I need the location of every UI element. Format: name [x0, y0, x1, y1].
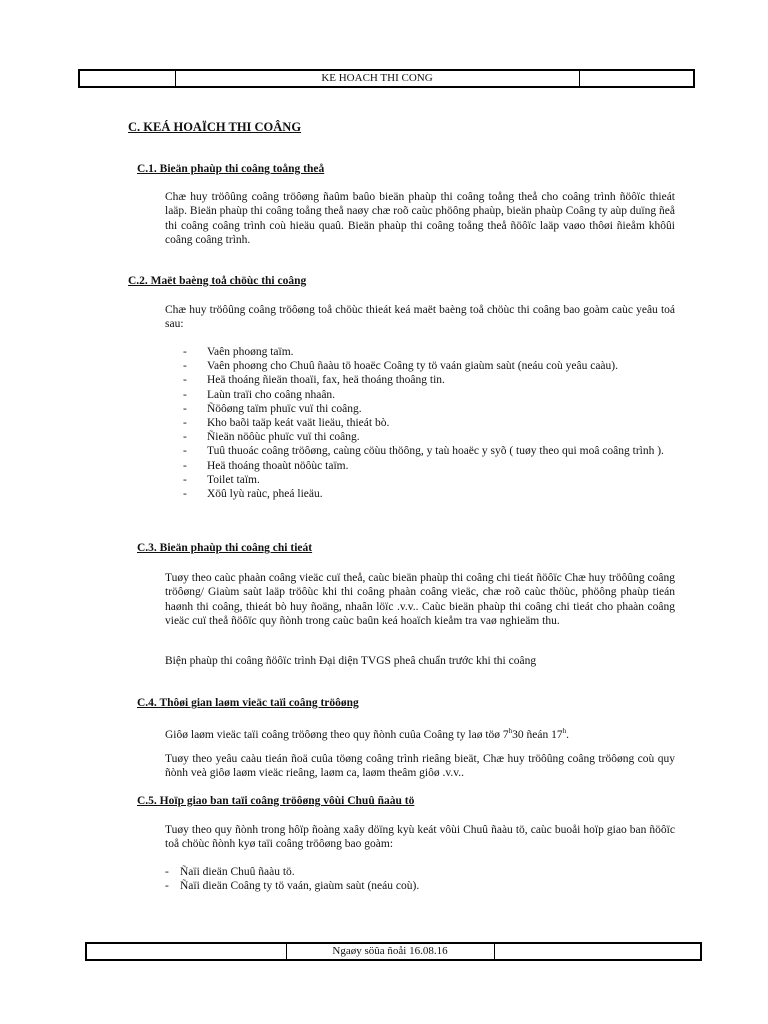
- header-left-cell: [79, 70, 175, 87]
- c3-paragraph: Tuøy theo caùc phaàn coâng vieäc cuï theå, caùc bieän phaùp thi coâng chi tieát ñöôïc Chæ huy tröôûng coâng tröôøng/ Giaùm saùt laäp tröôùc khi thi coâng phaàn coâng vieäc, chæ roõ caùc thöùc, phöông phaùp tieán haønh thi coâng, thieát bò huy ñoäng, nhaân löïc .v.v.. Caùc bieän phaùp thi coâng chi tieát cho phaàn coâng vieäc cuï theå ñöôïc quy ñònh trong caùc baûn keá hoaïch kieåm tra vaø nghieäm thu.: [165, 572, 675, 628]
- footer-revision-date: Ngaøy söûa ñoåi 16.08.16: [286, 943, 494, 960]
- list-item: - Tuû thuoác coâng tröôøng, caùng cöùu thöông, y taù hoaëc y syõ ( tuøy theo qui moâ coâng trình ).: [183, 445, 664, 458]
- list-item: - Heä thoáng ñieän thoaïi, fax, heä thoáng thoâng tin.: [183, 374, 445, 387]
- c2-list: [183, 345, 676, 501]
- header-title: KE HOACH THI CONG: [175, 70, 579, 87]
- list-item: - Vaên phoøng cho Chuû ñaàu tö hoaëc Coâng ty tö vaán giaùm saùt (neáu coù yeâu caàu).: [183, 360, 618, 373]
- list-item: - Ñieän nöôùc phuïc vuï thi coâng.: [183, 431, 360, 444]
- c1-paragraph: Chæ huy tröôûng coâng tröôøng ñaûm baûo bieän phaùp thi coâng toång theå cho coâng trình ñöôïc thieát laäp. Bieän phaùp thi coâng toång theå naøy chæ roõ caùc phöông phaùp, bieän phaùp Coâng ty aùp duïng ñeå thi coâng coâng trình coù hieäu quaû. Bieän phaùp thi coâng toång theå ñöôïc laäp vaøo thôøi ñieåm khôûi coâng coâng trình.: [165, 191, 675, 247]
- list-item: - Ñaïi dieän Coâng ty tö vaán, giaùm saùt (neáu coù).: [165, 880, 420, 893]
- list-item: - Kho baõi taäp keát vaät lieäu, thieát bò.: [183, 417, 390, 430]
- section-heading: C. KEÁ HOAÏCH THI COÂNG: [128, 120, 302, 134]
- c4-paragraph: Giôø laøm vieäc taïi coâng tröôøng theo quy ñònh cuûa Coâng ty laø töø 7$^h$30 ñeán 17$^h$.: [165, 727, 569, 741]
- header-table: [78, 69, 695, 88]
- list-item: - Heä thoáng thoaùt nöôùc taïm.: [183, 459, 349, 472]
- list-item: - Toilet taïm.: [183, 473, 260, 486]
- c5-paragraph: Tuøy theo quy ñònh trong hôïp ñoàng xaây döïng kyù keát vôùi Chuû ñaàu tö, caùc buoåi hoïp giao ban ñöôïc toå chöùc ñònh kyø taïi coâng tröôøng bao goàm:: [165, 824, 675, 851]
- c4-paragraph-2: Tuøy theo yeâu caàu tieán ñoä cuûa töøng coâng trình rieâng bieät, Chæ huy tröôûng coâng tröôøng coù quy ñònh veà giôø laøm vieäc rieâng, laøm ca, laøm theâm giôø .v.v..: [165, 753, 675, 780]
- list-item: - Ñöôøng taïm phuïc vuï thi coâng.: [183, 402, 362, 415]
- c4-title: C.4. Thôøi gian laøm vieäc taïi coâng tröôøng: [137, 697, 359, 709]
- list-item: - Ñaïi dieän Chuû ñaàu tö.: [165, 866, 295, 878]
- c5-list: [165, 865, 675, 893]
- c3-title: C.3. Bieän phaùp thi coâng chi tieát: [137, 542, 313, 554]
- c3-paragraph-2: Biện phaùp thi coâng ñöôïc trình Đại diện TVGS pheâ chuẩn trước khi thi coâng: [165, 655, 537, 667]
- list-item: - Xöû lyù raùc, pheá lieäu.: [183, 488, 323, 501]
- footer-table: [85, 942, 702, 961]
- footer-left-cell: [86, 943, 286, 960]
- c5-title: C.5. Hoïp giao ban taïi coâng tröôøng vôùi Chuû ñaàu tö: [137, 795, 415, 807]
- list-item: - Laùn traïi cho coâng nhaân.: [183, 388, 336, 401]
- footer-right-cell: [494, 943, 701, 960]
- header-right-cell: [579, 70, 694, 87]
- c2-paragraph: Chæ huy tröôûng coâng tröôøng toå chöùc thieát keá maët baèng toå chöùc thi coâng bao goàm caùc yeâu toá sau:: [165, 304, 675, 331]
- list-item: - Vaên phoøng taïm.: [183, 346, 294, 358]
- c2-title: C.2. Maët baèng toå chöùc thi coâng: [128, 275, 307, 287]
- c1-title: C.1. Bieän phaùp thi coâng toång theå: [137, 163, 325, 175]
